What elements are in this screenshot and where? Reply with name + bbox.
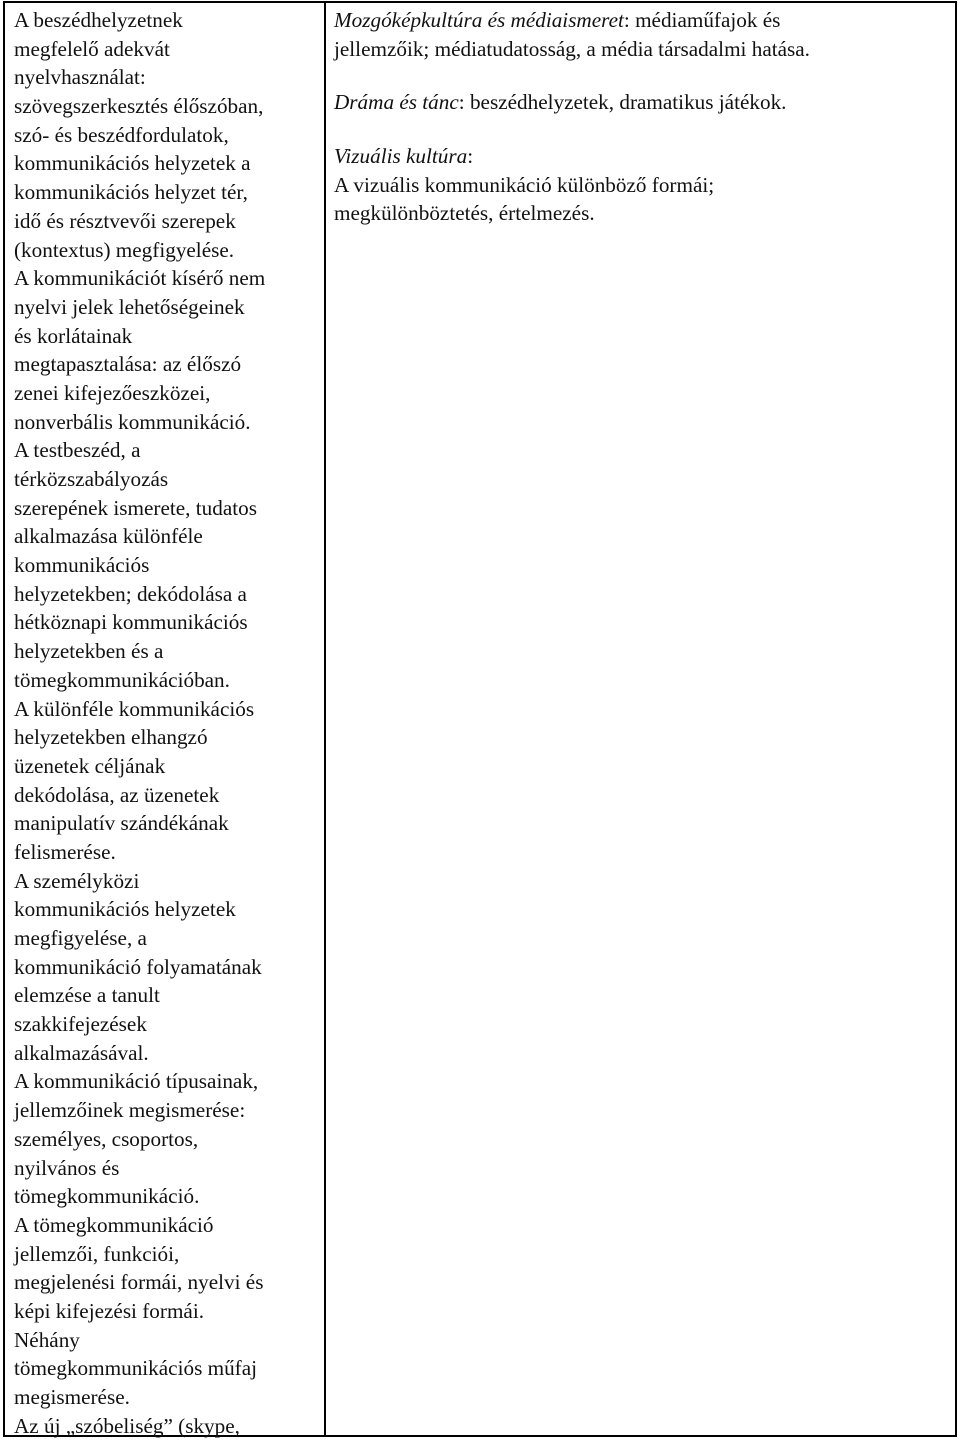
left-text-line: hétköznapi kommunikációs — [14, 610, 248, 635]
left-text-line: A testbeszéd, a — [14, 438, 141, 463]
left-text-line: elemzése a tanult — [14, 983, 160, 1008]
visual-text-1: A vizuális kommunikáció különböző formái; — [334, 172, 715, 197]
left-text-line: személyes, csoportos, — [14, 1126, 199, 1151]
left-text-line: tömegkommunikációban. — [14, 667, 230, 692]
left-text-line: Az új „szóbeliség” (skype, — [14, 1413, 240, 1438]
drama-subject: Dráma és tánc — [334, 90, 459, 115]
left-text-line: szakkifejezések — [14, 1012, 147, 1037]
left-text-line: felismerése. — [14, 839, 116, 864]
left-text-line: kommunikációs helyzetek a — [14, 151, 251, 176]
visual-subject: Vizuális kultúra — [334, 144, 468, 169]
left-text-line: szerepének ismerete, tudatos — [14, 495, 257, 520]
left-text-line: térközszabályozás — [14, 467, 169, 491]
left-text-line: és korlátainak — [14, 323, 133, 348]
media-line-2: jellemzőik; médiatudatosság, a média társadalmi hatása. — [334, 36, 810, 61]
left-text-line: jellemzői, funkciói, — [14, 1241, 180, 1266]
left-cell-content — [14, 6, 314, 1440]
left-text-line: helyzetekben és a — [14, 639, 164, 664]
left-text-line: tömegkommunikációs műfaj — [14, 1356, 258, 1381]
left-text-line: megfigyelése, a — [14, 926, 147, 950]
left-text-line: kommunikációs — [14, 553, 150, 578]
left-text-line: nyilvános és — [14, 1155, 120, 1180]
drama-line — [334, 88, 954, 117]
left-text-line: nyelvi jelek lehetőségeinek — [14, 294, 245, 319]
left-text-line: zenei kifejezőeszközei, — [14, 380, 211, 405]
left-text-line: A személyközi — [14, 868, 140, 893]
curriculum-table — [3, 1, 957, 1437]
left-text-line: alkalmazásával. — [14, 1040, 149, 1065]
left-text-line: kommunikáció folyamatának — [14, 954, 262, 979]
left-text-line: nonverbális kommunikáció. — [14, 409, 251, 434]
visual-text-2: megkülönböztetés, értelmezés. — [334, 201, 595, 226]
left-text-line: Néhány — [14, 1327, 80, 1352]
left-text-line: (kontextus) megfigyelése. — [14, 237, 235, 262]
left-text-line: megismerése. — [14, 1385, 130, 1409]
left-text-line: A tömegkommunikáció — [14, 1212, 214, 1237]
media-subject: Mozgóképkultúra és médiaismeret — [334, 8, 624, 32]
left-text-line: A kommunikáció típusainak, — [14, 1069, 259, 1094]
left-text-line: idő és résztvevői szerepek — [14, 208, 236, 233]
left-text-line: üzenetek céljának — [14, 753, 166, 778]
column-divider — [324, 3, 326, 1435]
left-text-line: nyelvhasználat: — [14, 65, 146, 90]
left-text-line: tömegkommunikáció. — [14, 1184, 200, 1209]
visual-line-1 — [334, 142, 954, 171]
left-text-line: A kommunikációt kísérő nem — [14, 266, 266, 291]
left-text-line: manipulatív szándékának — [14, 811, 229, 836]
left-text-line: szövegszerkesztés élőszóban, — [14, 94, 264, 119]
left-text-line: szó- és beszédfordulatok, — [14, 122, 229, 147]
left-text-line: kommunikációs helyzetek — [14, 897, 236, 922]
left-text-line: képi kifejezési formái. — [14, 1298, 205, 1323]
media-line-1 — [334, 6, 954, 35]
left-text-line: megjelenési formái, nyelvi és — [14, 1270, 264, 1295]
left-text-line: helyzetekben; dekódolása a — [14, 581, 247, 606]
right-cell-content — [334, 6, 954, 228]
left-text-line: alkalmazása különféle — [14, 524, 203, 549]
left-text-line: megtapasztalása: az élőszó — [14, 352, 242, 377]
visual-colon: : — [467, 144, 474, 169]
drama-text: : beszédhelyzetek, dramatikus játékok. — [458, 90, 787, 115]
left-text-line: megfelelő adekvát — [14, 36, 170, 61]
left-text-line: A különféle kommunikációs — [14, 696, 255, 721]
left-text-line: A beszédhelyzetnek — [14, 8, 183, 32]
left-text-line: dekódolása, az üzenetek — [14, 782, 220, 807]
left-text-line: helyzetekben elhangzó — [14, 725, 208, 750]
left-text-line: jellemzőinek megismerése: — [14, 1098, 246, 1123]
media-text-1: : médiaműfajok és — [623, 8, 781, 32]
left-text-line: kommunikációs helyzet tér, — [14, 180, 248, 205]
